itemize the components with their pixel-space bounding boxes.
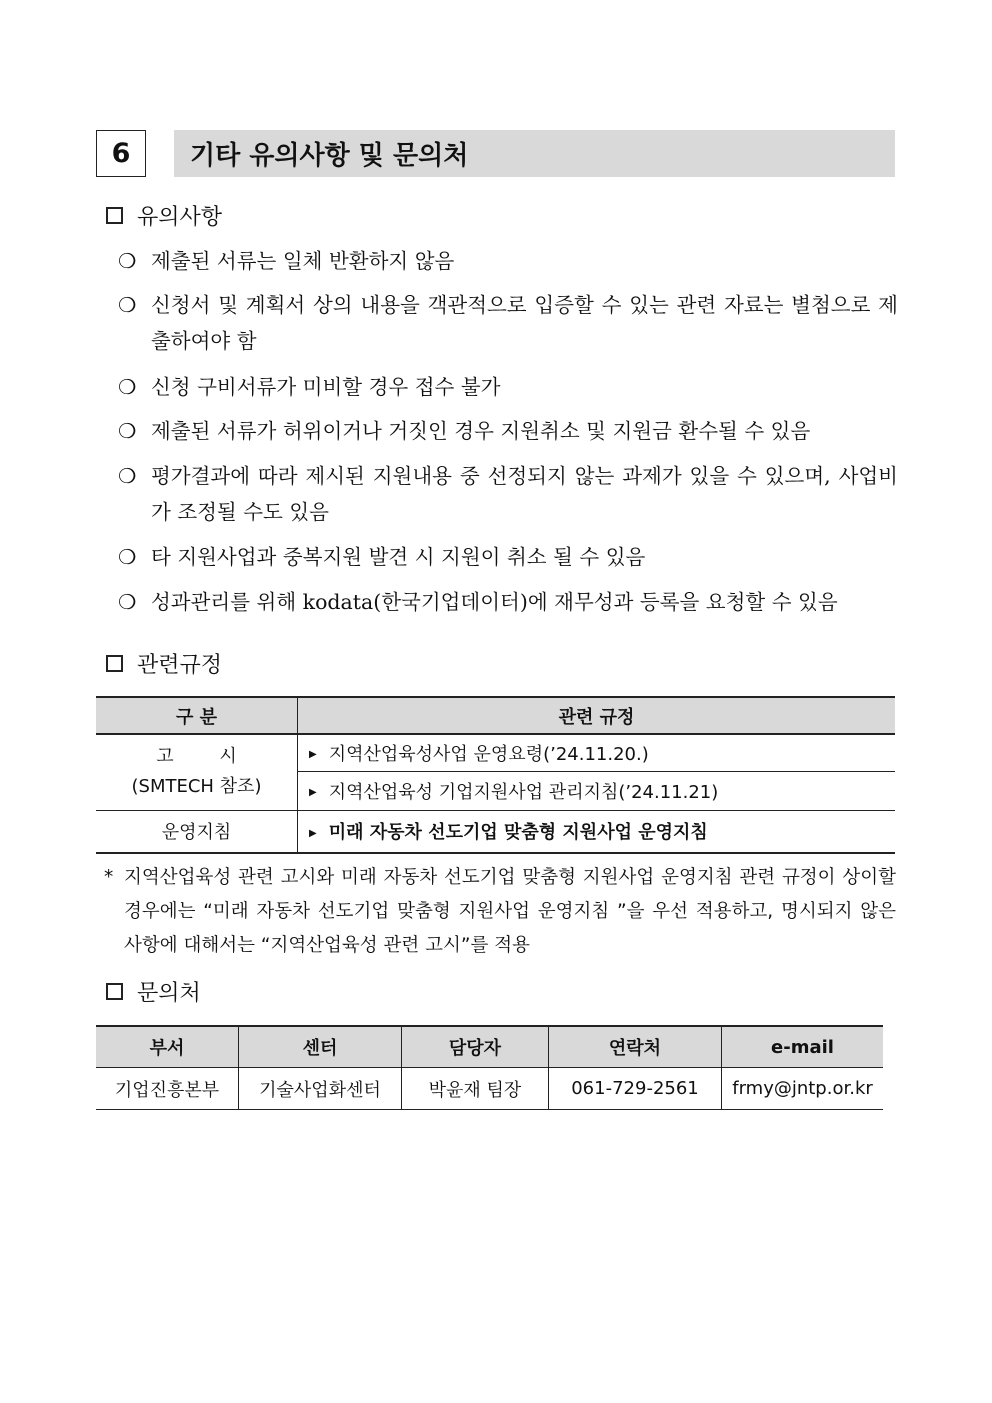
square-box-icon [106,983,123,1000]
triangle-bullet-icon: ▶ [309,749,317,761]
reg-item-text: 지역산업육성사업 운영요령(’24.11.20.) [328,743,649,765]
note-text: 신청서 및 계획서 상의 내용을 객관적으로 입증할 수 있는 관련 자료는 별첨으로 제출하여야 함 [151,293,898,353]
notes-heading-label: 유의사항 [137,205,223,230]
reg-item [298,771,896,810]
square-box-icon [106,207,123,224]
triangle-bullet-icon: ▶ [309,827,317,839]
note-item [118,413,898,449]
note-text: 신청 구비서류가 미비할 경우 접수 불가 [151,375,501,399]
note-item [118,369,898,405]
regulations-heading-label: 관련규정 [137,653,223,678]
note-item [118,539,898,575]
asterisk-mark: * [104,867,114,888]
circle-bullet-icon: ❍ [118,375,137,399]
footnote [104,861,896,963]
contact-center: 기술사업화센터 [239,1068,402,1110]
reg-row-label [96,734,298,810]
contact-heading-label: 문의처 [137,981,201,1006]
circle-bullet-icon: ❍ [118,293,137,317]
circle-bullet-icon: ❍ [118,590,137,614]
notes-heading [106,200,222,231]
contact-table [96,1025,883,1110]
contact-dept: 기업진흥본부 [96,1068,239,1110]
section-number: 6 [96,130,146,177]
contact-heading [106,976,201,1007]
note-item [118,584,898,620]
table-row [96,1068,883,1110]
note-text: 성과관리를 위해 kodata(한국기업데이터)에 재무성과 등록을 요청할 수 있음 [151,590,838,614]
reg-item-text: 지역산업육성 기업지원사업 관리지침(’24.11.21) [328,781,719,803]
contact-header-phone: 연락처 [549,1026,722,1068]
note-item [118,458,898,530]
footnote-text: 지역산업육성 관련 고시와 미래 자동차 선도기업 맞춤형 지원사업 운영지침 관련 규정이 상이할 경우에는 “미래 자동차 선도기업 맞춤형 지원사업 운영지침 ”을 우선 적용하고, 명시되지 않은 사항에 대해서는 “지역산업육성 관련 고시”를 적용 [124,867,896,956]
reg-row-label-line2: (SMTECH 참조) [131,776,262,798]
note-text: 제출된 서류가 허위이거나 거짓인 경우 지원취소 및 지원금 환수될 수 있음 [151,419,811,443]
triangle-bullet-icon: ▶ [309,787,317,798]
regulations-heading [106,648,222,679]
note-text: 타 지원사업과 중복지원 발견 시 지원이 취소 될 수 있음 [151,545,646,569]
circle-bullet-icon: ❍ [118,419,137,443]
contact-header-person: 담당자 [402,1026,549,1068]
contact-header-dept: 부서 [96,1026,239,1068]
regulations-table [96,696,895,854]
note-text: 평가결과에 따라 제시된 지원내용 중 선정되지 않는 과제가 있을 수 있으며, 사업비가 조정될 수도 있음 [151,464,898,524]
reg-row-label: 운영지침 [96,810,298,853]
section-title: 기타 유의사항 및 문의처 [174,130,895,177]
square-box-icon [106,655,123,672]
reg-item [298,734,896,771]
reg-item [298,810,896,853]
reg-header-regulation: 관련 규정 [298,697,896,734]
contact-phone: 061-729-2561 [549,1068,722,1110]
circle-bullet-icon: ❍ [118,249,137,273]
contact-person: 박윤재 팀장 [402,1068,549,1110]
section-header [96,130,895,179]
reg-row-label-line1: 고 시 [156,746,257,768]
reg-header-category: 구 분 [96,697,298,734]
contact-header-center: 센터 [239,1026,402,1068]
contact-email[interactable]: frmy@jntp.or.kr [722,1068,884,1110]
note-item [118,243,898,279]
circle-bullet-icon: ❍ [118,545,137,569]
circle-bullet-icon: ❍ [118,464,137,488]
note-item [118,287,898,359]
reg-item-text: 미래 자동차 선도기업 맞춤형 지원사업 운영지침 [328,822,708,844]
contact-header-email: e-mail [722,1026,884,1068]
note-text: 제출된 서류는 일체 반환하지 않음 [151,249,455,273]
